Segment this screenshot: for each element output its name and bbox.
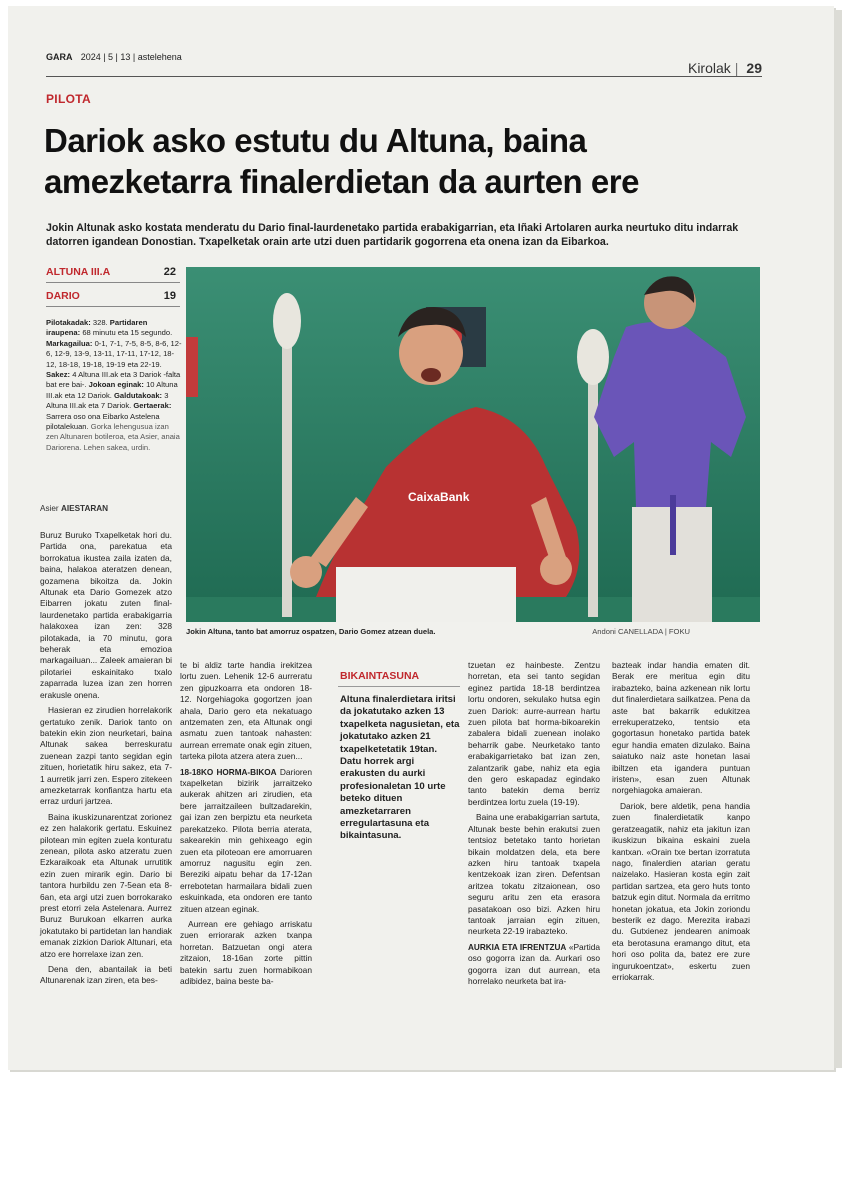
- fact-label: Markagailua:: [46, 338, 93, 348]
- page-edge: [834, 10, 842, 1068]
- paragraph: Dariok, bere aldetik, pena handia zuen finalerdietatik kanpo geratzeagatik, nahiz eta jakitun izan ikuskizun bikaina eskaini zuela kantxan. «Orain txe bertan izorratuta nago, finalerdien atarian geratu naizelako. Hasieran kosta egin zait partidan sartzea, eta gero huts tonto batzuk egin ditut. Normala da erritmo honetan jokatua, eta Jokin zoriondu besterik ez dago. Merezita irabazi du. Gutxienez jendearen animoak eta berotasuna eramango ditut, eta hori oso polita da, batez ere zure ingurukoentzat», eskertu zuen erriokarrak.: [612, 800, 750, 982]
- paragraph: Baina ikuskizunarentzat zorionez ez zen halakorik gertatu. Eskuinez pilotean min egiten zuela konturatu zenean, pilota asko atzeratu zuen Ezkaraikoak eta Altunak urrutitik ezin zuen mirarik egin. Dario bi tantora hurbildu zen 7-5ean eta 8-6an, eta argi utzi zuen borrokarako prest etorri zela Astelenara. Aurrez Buruz Burukoan elkarren aurka jokatutako bi partidetan lan handiak emanak zizkion Dariok Altunari, eta atzo ere horrelaxe izan zen.: [40, 811, 172, 959]
- score-row-1: [46, 266, 180, 278]
- fact-label: Gertaerak:: [133, 401, 172, 411]
- caption-text: Jokin Altuna, tanto bat amorruz ospatzen, Dario Gomez atzean duela.: [186, 627, 436, 636]
- lede: Jokin Altunak asko kostata menderatu du Dario final-laurdenetako partida erabakigarrian, eta Iñaki Artolaren aurka neurtuko ditu indarrak datorren igandean Donostian. Txapelketak orain arte utzi duen partidarik gogorrena eta onena izan da Eibarkoa.: [46, 222, 739, 248]
- page-header: [46, 52, 762, 62]
- fact-value: 4 Altuna III.ak eta 3 Dariok -falta bat ere bai-.: [46, 370, 181, 390]
- paragraph: Buruz Buruko Txapelketak hori du. Partida ona, parekatua eta borrokatua ikustea zaila izaten da, baina, halakoa ateratzen denean, gozamena bikoitza da. Jokin Altunak eta Dario Gomezek atzo Eibarren jokatu zuten final-laurdenetako partida erabakigarria halakoxea izan zen: 328 pilotakada, ia 70 minutu, gora beherak eta emozioa markagailuan... Zaleek amaieran bi pilotariei eskainitako txalo zaparrada luzea izan zen horren erakusle onena.: [40, 530, 172, 700]
- headline: Dariok asko estutu du Altuna, baina amezketarra finalerdietan da aurten ere: [44, 122, 639, 200]
- issue-date: 2024 | 5 | 13 | astelehena: [80, 52, 182, 62]
- article-column-4: [612, 660, 750, 987]
- article-column-1: [40, 530, 172, 991]
- photo-illustration: [186, 267, 760, 622]
- team-1: ALTUNA III.A: [46, 266, 111, 278]
- section-folio: Kirolak | 29: [687, 60, 762, 76]
- shirt-sponsor: CaixaBank: [408, 490, 470, 504]
- subhead: AURKIA ETA IFRENTZUA: [468, 942, 567, 952]
- sidebar-box-text: Altuna finalerdietara iritsi da jokatutako azken 13 txapelketa nagusietan, eta jokatutako azken 21 txapelketetatik 19tan. Datu horrek argi erakusten du aurki profesionaletan 10 urte beteko dituen amezketarraren erregulartasuna eta bikaintasuna.: [340, 694, 460, 842]
- paper-name: GARA: [46, 52, 73, 62]
- page-number: 29: [746, 60, 762, 76]
- byline-last: AIESTARAN: [60, 504, 109, 513]
- score-divider: [46, 282, 180, 283]
- paragraph: tzuetan ez hainbeste. Zentzu horretan, eta sei tanto segidan eginez partida 18-18 berdintzea lortu ondoren, sekulako hutsa egin zuen Dariok: aurre-aurrean hartu zuen pilota bat horma-bikoarekin zabalera bidali zuenean inolako beharrik gabe. Neurketako tanto erabakigarrietako bat izan zen, zalantzarik gabe, nahiz eta egia den gero eskapadaz egindako tanto batekin dema berriz berdintzea lortu zuela (19-19).: [468, 660, 600, 807]
- fact-label: Partidaren iraupena:: [46, 318, 148, 338]
- fact-note: Gorka lehengusua izan zen Altunaren botileroa, eta Asier, anaia Dariorena. Lehen sakea, urdin.: [46, 422, 180, 452]
- fact-label: Sakez:: [46, 370, 71, 380]
- subhead: 18-18KO HORMA-BIKOA: [180, 767, 277, 777]
- fact-value: 10 Altuna III.ak eta 12 Dariok.: [46, 380, 178, 400]
- fact-value: 328.: [92, 318, 108, 327]
- points-1: 22: [163, 266, 176, 278]
- fact-value: 0-1, 7-1, 7-5, 8-5, 8-6, 12-6, 12-9, 13-9, 13-11, 17-11, 17-12, 18-12, 18-18, 19-18, 19-19 eta 22-19.: [46, 338, 182, 369]
- paragraph: Hasieran ez zirudien horrelakorik gertatuko zenik. Dariok tanto on batekin ekin zion neurketari, baina Altunak sakea berreskuratu zuenean zazpi tanto segidan egin zituen, horietatik hiru sakez, eta 7-1 aurretik jarri zen. Espero zitekeen amezketarrak konfiantza hartu eta erraz urduri jartzea.: [40, 705, 172, 807]
- fact-label: Galdutakoak:: [113, 390, 163, 400]
- fact-label: Pilotakadak:: [46, 318, 91, 327]
- fact-value: 68 minutu eta 15 segundo.: [82, 328, 173, 338]
- byline: [40, 504, 108, 513]
- fact-value: Sarrera oso ona Eibarko Astelena pilotalekuan.: [46, 411, 160, 432]
- paragraph: Baina une erabakigarrian sartuta, Altunak beste behin erakutsi zuen tentsioz betetako tanto horietan bikain moldatzen dela, eta bere azken hiru tantoak txapela kentzekoak izan ziren. Defentsan aritzea tokatu zitzaionean, oso seguru aritu zen eta erasora pasatakoan oso bizi. Azken hiru tantoak jarraian egin zituen, neurketa 22-19 irabazteko.: [468, 812, 600, 937]
- sidebar-box-title: BIKAINTASUNA: [340, 670, 420, 682]
- score-row-2: [46, 290, 180, 302]
- photo-caption: [186, 627, 760, 636]
- paragraph: bazteak indar handia ematen dit. Berak ere meritua egin ditu irabazteko, baina azkenean nik lortu dut finalerdietara sailkatzea. Pena da aste bat bakarrik edukitzea errekuperatzeko, tentsio eta gogortasun honetako partida batek egur handia ematen dizulako. Baina saiatuko naiz aste honetan lasai ibiltzen eta igandera puntuan iristen», esan zuen Altunak norgehiagoka amaieran.: [612, 660, 750, 796]
- photo-credit: Andoni CANELLADA | FOKU: [592, 627, 690, 636]
- score-divider: [46, 306, 180, 307]
- paragraph: te bi aldiz tarte handia irekitzea lortu zuen. Lehenik 12-6 aurreratu zen gipuzkoarra eta ondoren 18-12. Norgehiagoka gogortzen joan ahala, Dario gero eta nekatuago antzematen zen, eta Altunak ongi asmatu zuen tantoak nahasten: aurrean erremate onak egin zituen, tarteka pilota atzera atera zuen...: [180, 660, 312, 762]
- article-column-3: [468, 660, 600, 991]
- paragraph-text: Darioren txapelketan bizirik jarraitzeko aukerak ahitzen ari zirudien, eta bere jarraitzaileen bultzadarekin, gai izan zen berpiztu eta neurketa parekatzeko. Pilota berria aterata, sakearekin min gehixeago egin zuen eta piloteoan ere amorruaren amorruz nagusitu egin zen. Bereziki aipatu behar da 17-12an errebotetan harmailara bidali zuen eskuinkada, eta ondoren ere tanto zituen atzean eginak.: [180, 766, 312, 914]
- byline-first: Asier: [40, 504, 59, 513]
- fact-value: 3 Altuna III.ak eta 7 Dariok.: [46, 390, 169, 411]
- paragraph: Dena den, abantailak ia beti Altunarenak izan ziren, eta bes-: [40, 964, 172, 986]
- paragraph-text: «Partida oso gogorra izan da. Aurkari oso gogorra izan dut aurrean, eta horrelako neurketa bat ira-: [468, 941, 601, 986]
- match-photo: [186, 267, 760, 622]
- section-name: Kirolak: [687, 60, 731, 76]
- header-rule: [46, 76, 762, 77]
- points-2: 19: [163, 290, 176, 302]
- fact-label: Jokoan eginak:: [88, 380, 144, 390]
- sidebar-box-rule: [338, 686, 460, 687]
- team-2: DARIO: [46, 290, 80, 302]
- paragraph: Aurrean ere gehiago arriskatu zuen erriorarak azken txanpa horretan. Batzuetan ongi atera zitzaion, 18-16an zorte pittin batekin sartu zuen hormabikoan adibidez, baina beste ba-: [180, 918, 312, 986]
- match-facts: [46, 318, 182, 453]
- article-column-2: [180, 660, 312, 991]
- section-kicker: PILOTA: [46, 92, 91, 106]
